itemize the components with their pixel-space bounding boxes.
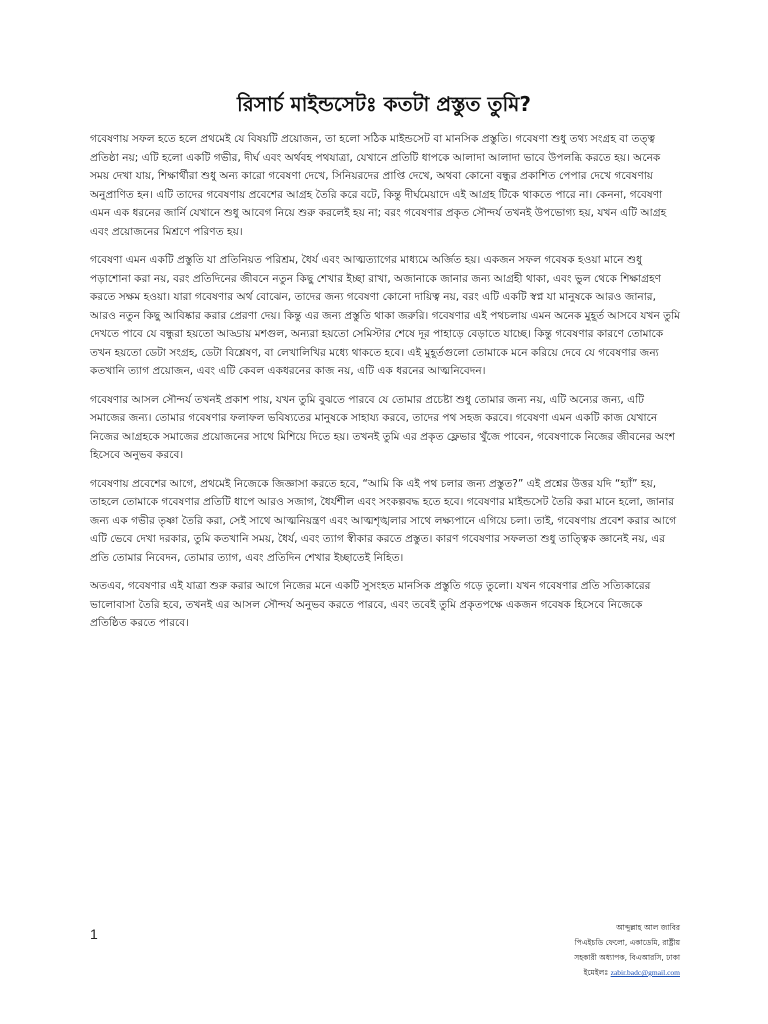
document-title: রিসার্চ মাইন্ডসেটঃ কতটা প্রস্তুত তুমি? [237,92,531,116]
page-number: 1 [90,926,98,942]
paragraph: গবেষণায় প্রবেশের আগে, প্রথমেই নিজেকে জিজ্ঞাসা করতে হবে, “আমি কি এই পথ চলার জন্য প্রস্তুত?” এই প্রশ্নের উত্তর যদি “হ্যাঁ” হয়, তাহলে তোমাকে গবেষণার প্রতিটি ধাপে আরও সজাগ, ধৈর্যশীল এবং সংকল্পবদ্ধ হতে হবে। গবেষণার মাইন্ডসেট তৈরি করা মানে হলো, জানার জন্য এক গভীর তৃষ্ণা তৈরি করা, সেই সাথে আত্মনিয়ন্ত্রণ এবং আত্মশৃঙ্খলার সাথে লক্ষ্যপানে এগিয়ে চলা। তাই, গবেষণায় প্রবেশ করার আগে এটি ভেবে দেখা দরকার, তুমি কতখানি সময়, ধৈর্য, এবং ত্যাগ স্বীকার করতে প্রস্তুত। কারণ গবেষণার সফলতা শুধু তাত্ত্বিক জ্ঞানেই নয়, এর প্রতি তোমার নিবেদন, তোমার ত্যাগ, এবং প্রতিদিন শেখার ইচ্ছাতেই নিহিত। [90,477,677,564]
paragraph: অতএব, গবেষণার এই যাত্রা শুরু করার আগে নিজের মনে একটি সুসংহত মানসিক প্রস্তুতি গড়ে তুলো। যখন গবেষণার প্রতি সত্যিকারের ভালোবাসা তৈরি হবে, তখনই এর আসল সৌন্দর্য অনুভব করতে পারবে, এবং তবেই তুমি প্রকৃতপক্ষে একজন গবেষক হিসেবে নিজেকে প্রতিষ্ঠিত করতে পারবে। [90,580,651,629]
document-body [90,130,680,643]
paragraph: গবেষণা এমন একটি প্রস্তুতি যা প্রতিনিয়ত পরিশ্রম, ধৈর্য এবং আত্মত্যাগের মাধ্যমে অর্জিত হয়। একজন সফল গবেষক হওয়া মানে শুধু পড়াশোনা করা নয়, বরং প্রতিদিনের জীবনে নতুন কিছু শেখার ইচ্ছা রাখা, অজানাকে জানার জন্য আগ্রহী থাকা, এবং ভুল থেকে শিক্ষাগ্রহণ করতে সক্ষম হওয়া। যারা গবেষণার অর্থ বোঝেন, তাদের জন্য গবেষণা কোনো দায়িত্ব নয়, বরং এটি একটি স্বপ্ন যা মানুষকে আরও জানার, আরও নতুন কিছু আবিষ্কার করার প্রেরণা দেয়। কিন্তু এর জন্য প্রস্তুতি থাকা জরুরি। গবেষণার এই পথচলায় এমন অনেক মুহূর্ত আসবে যখন তুমি দেখতে পাবে যে বন্ধুরা হয়তো আড্ডায় মশগুল, অন্যরা হয়তো সেমিস্টার শেষে দূর পাহাড়ে বেড়াতে যাচ্ছে। কিন্তু গবেষণার কারণে তোমাকে তখন হয়তো ডেটা সংগ্রহ, ডেটা বিশ্লেষণ, বা লেখালিখির মধ্যে থাকতে হবে। এই মুহূর্তগুলো তোমাকে মনে করিয়ে দেবে যে গবেষণার জন্য কতখানি ত্যাগ প্রয়োজন, এবং এটি কেবল একধরনের কাজ নয়, এটি এক ধরনের আত্মনিবেদন। [90,254,681,377]
email-link[interactable]: zabir.badc@gmail.com [610,968,680,977]
author-block [574,920,680,980]
author-email-line [574,965,680,980]
email-label: ইমেইলঃ [583,968,609,977]
author-name: আব্দুল্লাহ আল জাবির [616,923,680,932]
author-affiliation-line-2: সহকারী অধ্যাপক, বিএআরসি, ঢাকা [574,953,680,962]
author-affiliation-line-1: পিএইচডি ফেলো, একাডেমি, রাষ্ট্রীয় [574,938,680,947]
paragraph: গবেষণার আসল সৌন্দর্য তখনই প্রকাশ পায়, যখন তুমি বুঝতে পারবে যে তোমার প্রচেষ্টা শুধু তোমার জন্য নয়, এটি অন্যের জন্য, এটি সমাজের জন্য। তোমার গবেষণার ফলাফল ভবিষ্যতের মানুষকে সাহায্য করবে, তাদের পথ সহজ করবে। গবেষণা এমন একটি কাজ যেখানে নিজের আগ্রহকে সমাজের প্রয়োজনের সাথে মিশিয়ে দিতে হয়। তখনই তুমি এর প্রকৃত ফ্লেভার খুঁজে পাবেন, গবেষণাকে নিজের জীবনের অংশ হিসেবে অনুভব করবে। [90,393,676,461]
paragraph: গবেষণায় সফল হতে হলে প্রথমেই যে বিষয়টি প্রয়োজন, তা হলো সঠিক মাইন্ডসেট বা মানসিক প্রস্তুতি। গবেষণা শুধু তথ্য সংগ্রহ বা তত্ত্ব প্রতিষ্ঠা নয়; এটি হলো একটি গভীর, দীর্ঘ এবং অর্থবহ পথযাত্রা, যেখানে প্রতিটি ধাপকে আলাদা আলাদা ভাবে উপলব্ধি করতে হয়। অনেক সময় দেখা যায়, শিক্ষার্থীরা শুধু অন্য কারো গবেষণা দেখে, সিনিয়রদের প্রাপ্তি দেখে, অথবা কোনো বন্ধুর প্রকাশিত পেপার দেখে গবেষণায় অনুপ্রাণিত হন। এটি তাদের গবেষণায় প্রবেশের আগ্রহ তৈরি করে বটে, কিন্তু দীর্ঘমেয়াদে এই আগ্রহ টিকে থাকতে পারে না। কেননা, গবেষণা এমন এক ধরনের জার্নি যেখানে শুধু আবেগ নিয়ে শুরু করলেই হয় না; বরং গবেষণার প্রকৃত সৌন্দর্য তখনই উপভোগ্য হয়, যখন এটি আগ্রহ এবং প্রয়োজনের মিশ্রণে পরিণত হয়। [90,133,667,238]
